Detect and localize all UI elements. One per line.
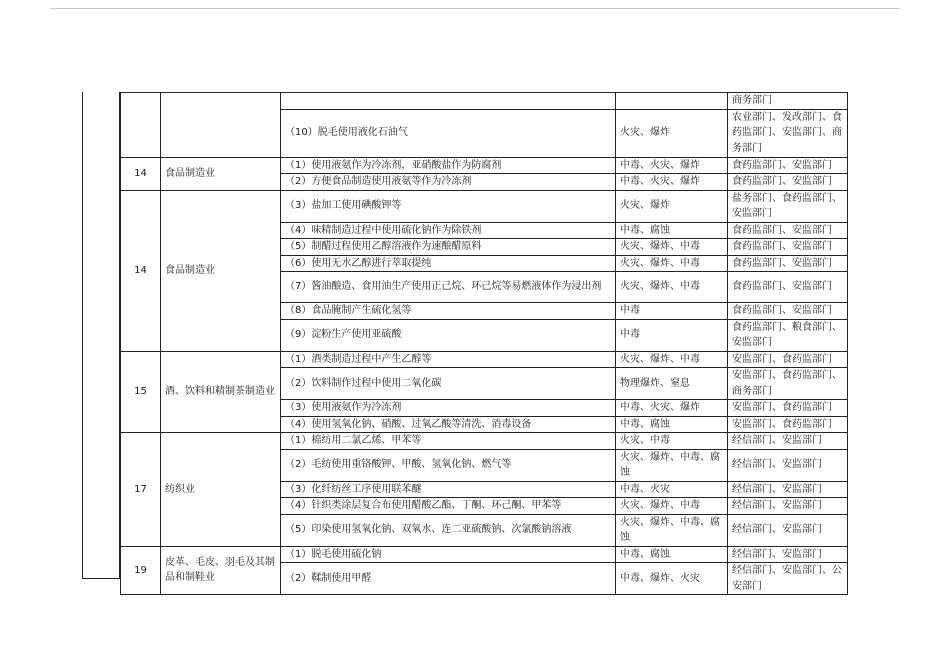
- hazard-item-cell: （6）使用无水乙醇进行萃取提纯: [281, 255, 616, 272]
- hazard-item-cell: （4）使用氢氧化钠、硝酸、过氧乙酸等清洗、消毒设备: [281, 416, 616, 433]
- hazard-type-cell: 中毒、爆炸、火灾: [616, 563, 728, 595]
- department-cell: 盐务部门、食药监部门、安监部门: [728, 190, 848, 222]
- industry-name-cell: [161, 93, 281, 158]
- hazard-type-cell: 中毒、腐蚀: [616, 546, 728, 563]
- table-row: [121, 157, 848, 174]
- hazard-item-cell: （2）方便食品制造使用液氨等作为冷冻剂: [281, 174, 616, 191]
- hazard-type-cell: 中毒、火灾、爆炸: [616, 400, 728, 417]
- hazard-type-cell: 中毒、腐蚀: [616, 222, 728, 239]
- hazard-type-cell: 物理爆炸、窒息: [616, 368, 728, 400]
- category-number-cell: 15: [121, 351, 161, 433]
- department-cell: 安监部门、食药监部门、商务部门: [728, 368, 848, 400]
- hazard-item-cell: （8）食品腌制产生硫化氢等: [281, 303, 616, 320]
- category-number-cell: 17: [121, 433, 161, 547]
- hazard-type-cell: 火灾、爆炸、中毒: [616, 498, 728, 515]
- industry-name-cell: 纺织业: [161, 433, 281, 547]
- hazard-type-cell: 中毒、火灾、爆炸: [616, 157, 728, 174]
- category-number-cell: 14: [121, 157, 161, 190]
- hazard-item-cell: （3）盐加工使用碘酸钾等: [281, 190, 616, 222]
- hazard-type-cell: 火灾、爆炸、中毒、腐蚀: [616, 449, 728, 481]
- table-row: [121, 93, 848, 110]
- hazard-item-cell: （1）棉纺用二氯乙烯、甲苯等: [281, 433, 616, 450]
- hazard-type-cell: [616, 93, 728, 110]
- hazard-item-cell: （4）针织类涂层复合布使用醋酸乙酯、丁酮、环己酮、甲苯等: [281, 498, 616, 515]
- department-cell: 经信部门、安监部门、公安部门: [728, 563, 848, 595]
- hazard-type-cell: 中毒、腐蚀: [616, 416, 728, 433]
- hazard-table: [120, 92, 848, 595]
- department-cell: 食药监部门、安监部门: [728, 239, 848, 256]
- hazard-item-cell: （2）饮料制作过程中使用二氧化碳: [281, 368, 616, 400]
- hazard-item-cell: （1）酒类制造过程中产生乙醇等: [281, 351, 616, 368]
- hazard-type-cell: 火灾、爆炸、中毒、腐蚀: [616, 514, 728, 546]
- hazard-item-cell: （7）酱油酿造、食用油生产使用正己烷、环己烷等易燃液体作为浸出剂: [281, 272, 616, 303]
- category-number-cell: 19: [121, 546, 161, 595]
- department-cell: 经信部门、安监部门: [728, 546, 848, 563]
- department-cell: 安监部门、食药监部门: [728, 416, 848, 433]
- hazard-type-cell: 火灾、爆炸: [616, 109, 728, 157]
- industry-name-cell: 皮革、毛皮、羽毛及其制品和制鞋业: [161, 546, 281, 595]
- hazard-type-cell: 中毒、火灾: [616, 481, 728, 498]
- page-top-rule: [50, 8, 900, 9]
- department-cell: 农业部门、发改部门、食药监部门、安监部门、商务部门: [728, 109, 848, 157]
- industry-name-cell: 食品制造业: [161, 157, 281, 190]
- hazard-item-cell: [281, 93, 616, 110]
- department-cell: 商务部门: [728, 93, 848, 110]
- hazard-type-cell: 火灾、爆炸: [616, 190, 728, 222]
- hazard-item-cell: （2）鞣制使用甲醛: [281, 563, 616, 595]
- hazard-type-cell: 火灾、爆炸、中毒: [616, 239, 728, 256]
- department-cell: 安监部门、食药监部门: [728, 400, 848, 417]
- outer-left-column: [82, 92, 120, 579]
- hazard-item-cell: （9）淀粉生产使用亚硫酸: [281, 319, 616, 351]
- hazard-type-cell: 火灾、爆炸、中毒: [616, 272, 728, 303]
- hazard-item-cell: （1）使用液氨作为冷冻剂，亚硝酸盐作为防腐剂: [281, 157, 616, 174]
- table-row: [121, 190, 848, 222]
- table-row: [121, 546, 848, 563]
- department-cell: 经信部门、安监部门: [728, 514, 848, 546]
- hazard-table-body: [121, 93, 848, 595]
- department-cell: 经信部门、安监部门: [728, 433, 848, 450]
- department-cell: 食药监部门、粮食部门、安监部门: [728, 319, 848, 351]
- department-cell: 食药监部门、安监部门: [728, 255, 848, 272]
- table-row: [121, 351, 848, 368]
- hazard-type-cell: 中毒: [616, 319, 728, 351]
- hazard-type-cell: 火灾、爆炸、中毒: [616, 351, 728, 368]
- hazard-type-cell: 中毒、火灾、爆炸: [616, 174, 728, 191]
- department-cell: 食药监部门、安监部门: [728, 222, 848, 239]
- department-cell: 经信部门、安监部门: [728, 449, 848, 481]
- table-row: [121, 433, 848, 450]
- hazard-item-cell: （3）使用液氨作为冷冻剂: [281, 400, 616, 417]
- hazard-item-cell: （5）印染使用氢氧化钠、双氧水、连二亚硫酸钠、次氯酸钠溶液: [281, 514, 616, 546]
- industry-name-cell: 食品制造业: [161, 190, 281, 351]
- department-cell: 食药监部门、安监部门: [728, 157, 848, 174]
- hazard-type-cell: 火灾、爆炸、中毒: [616, 255, 728, 272]
- hazard-item-cell: （4）味精制造过程中使用硫化钠作为除铁剂: [281, 222, 616, 239]
- hazard-type-cell: 火灾、中毒: [616, 433, 728, 450]
- department-cell: 经信部门、安监部门: [728, 481, 848, 498]
- department-cell: 食药监部门、安监部门: [728, 272, 848, 303]
- category-number-cell: 14: [121, 190, 161, 351]
- industry-name-cell: 酒、饮料和精制茶制造业: [161, 351, 281, 433]
- hazard-item-cell: （2）毛纺使用重铬酸钾、甲酸、氢氧化钠、燃气等: [281, 449, 616, 481]
- department-cell: 食药监部门、安监部门: [728, 303, 848, 320]
- hazard-item-cell: （3）化纤纺丝工序使用联苯醚: [281, 481, 616, 498]
- hazard-item-cell: （1）脱毛使用硫化钠: [281, 546, 616, 563]
- department-cell: 经信部门、安监部门: [728, 498, 848, 515]
- department-cell: 安监部门、食药监部门: [728, 351, 848, 368]
- hazard-item-cell: （10）脱毛使用液化石油气: [281, 109, 616, 157]
- department-cell: 食药监部门、安监部门: [728, 174, 848, 191]
- category-number-cell: [121, 93, 161, 158]
- hazard-type-cell: 中毒: [616, 303, 728, 320]
- hazard-item-cell: （5）制醋过程使用乙醇溶液作为速酿醋原料: [281, 239, 616, 256]
